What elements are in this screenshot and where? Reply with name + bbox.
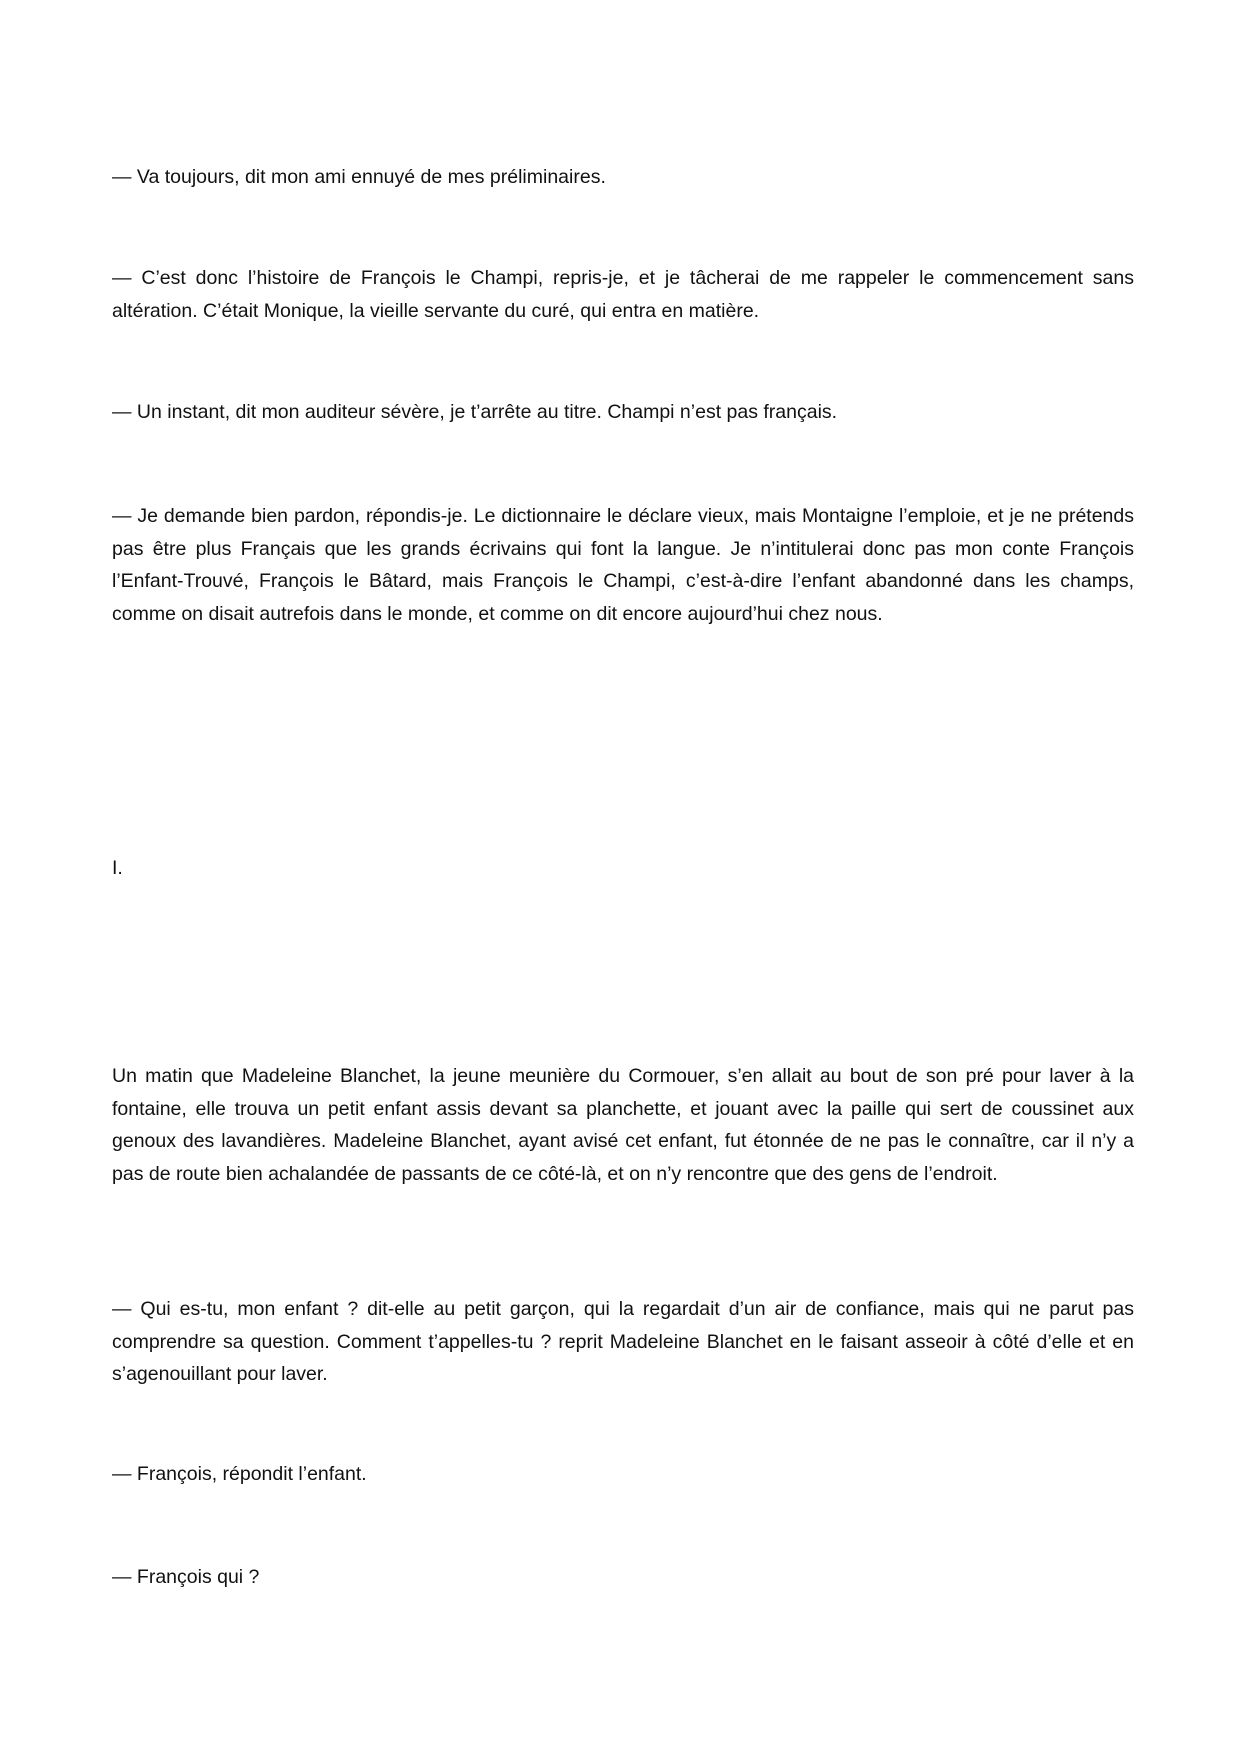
- paragraph-dialogue-5: — Qui es-tu, mon enfant ? dit-elle au petit garçon, qui la regardait d’un air de confiance, mais qui ne parut pas comprendre sa question. Comment t’appelles-tu ? reprit Madeleine Blanchet en le faisant asseoir à côté d’elle et en s’agenouillant pour laver.: [112, 1298, 1134, 1386]
- paragraph-narrative: Un matin que Madeleine Blanchet, la jeune meunière du Cormouer, s’en allait au bout de son pré pour laver à la fontaine, elle trouva un petit enfant assis devant sa planchette, et jouant avec la paille qui sert de coussinet aux genoux des lavandières. Madeleine Blanchet, ayant avisé cet enfant, fut étonnée de ne pas le connaître, car il n’y a pas de route bien achalandée de passants de ce côté-là, et on n’y rencontre que des gens de l’endroit.: [112, 1065, 1134, 1185]
- paragraph-dialogue-1: — Va toujours, dit mon ami ennuyé de mes préliminaires.: [112, 166, 606, 188]
- paragraph-dialogue-3: — Un instant, dit mon auditeur sévère, je t’arrête au titre. Champi n’est pas français.: [112, 401, 838, 423]
- paragraph-dialogue-7: — François qui ?: [112, 1566, 260, 1588]
- paragraph-dialogue-4: — Je demande bien pardon, répondis-je. Le dictionnaire le déclare vieux, mais Montaigne l’emploie, et je ne prétends pas être plus Français que les grands écrivains qui font la langue. Je n’intitulerai donc pas mon conte François l’Enfant-Trouvé, François le Bâtard, mais François le Champi, c’est-à-dire l’enfant abandonné dans les champs, comme on disait autrefois dans le monde, et comme on dit encore aujourd’hui chez nous.: [112, 505, 1134, 625]
- paragraph-dialogue-2: — C’est donc l’histoire de François le Champi, repris-je, et je tâcherai de me rappeler le commencement sans altération. C’était Monique, la vieille servante du curé, qui entra en matière.: [112, 267, 1134, 322]
- paragraph-dialogue-6: — François, répondit l’enfant.: [112, 1463, 367, 1485]
- chapter-heading: I.: [112, 857, 123, 879]
